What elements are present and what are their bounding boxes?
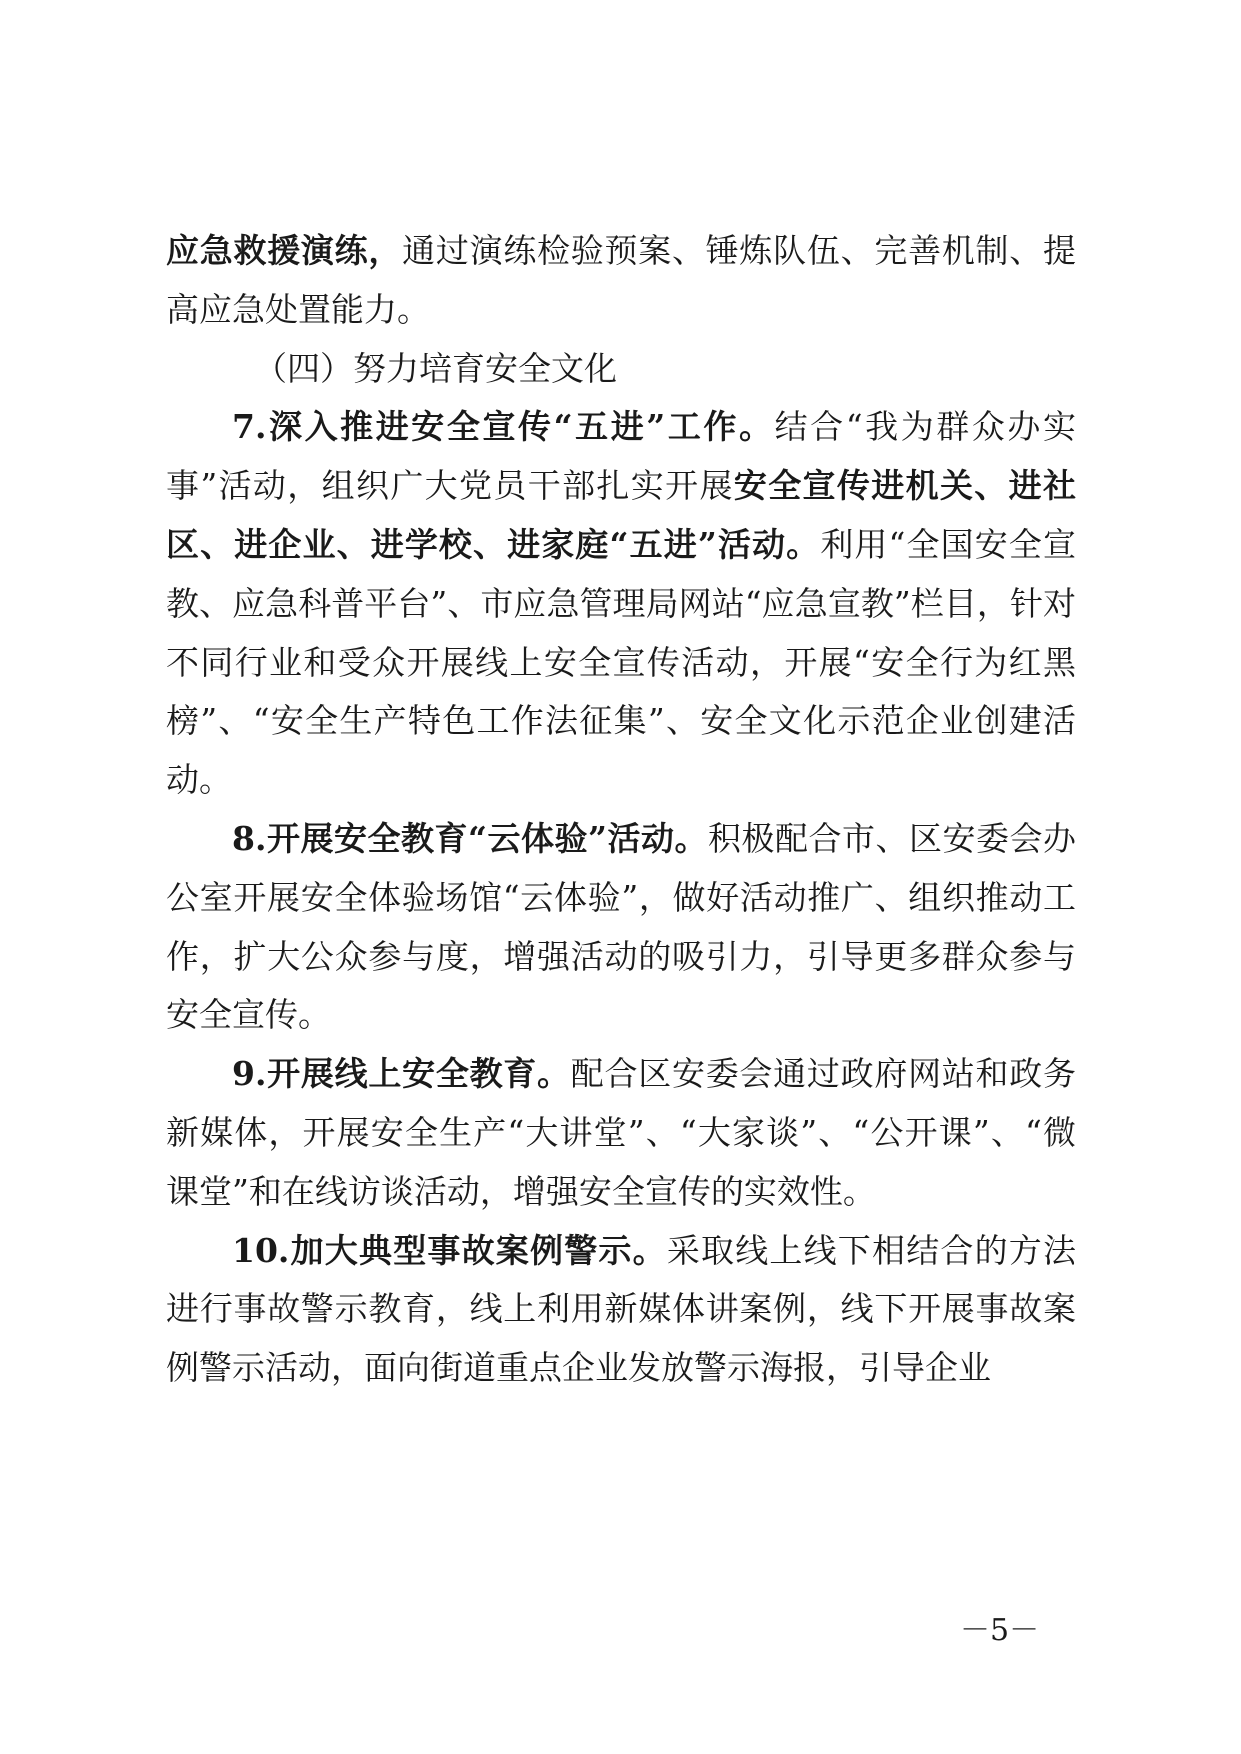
text-run: 积极配合市、区安委会办公室开展安全体验场馆“云体验”，做好活动推广、组织推动工作，扩大公众参与度，增强活动的吸引力，引导更多群众参与安全宣传。 (166, 818, 1077, 1035)
paragraph-item-9 (166, 1045, 1076, 1221)
bold-run: 安全宣传进机关、进社区、进企业、进学校、进家庭“五进”活动。 (166, 466, 1077, 564)
text-run: 结合“我为群众办实事”活动，组织广大党员干部扎实开展 (166, 407, 1077, 506)
item-heading: 9.开展线上安全教育。 (232, 1054, 571, 1094)
document-body (166, 222, 1076, 1398)
item-heading: 10.加大典型事故案例警示。 (232, 1230, 667, 1270)
bold-run: 应急救援演练， (166, 231, 403, 270)
text-run: 利用“全国安全宣教、应急科普平台”、市应急管理局网站“应急宣教”栏目，针对不同行业和受众开展线上安全宣传活动，开展“安全行为红黑榜”、“安全生产特色工作法征集”、安全文化示范企业创建活动。 (166, 524, 1077, 800)
paragraph-item-10 (166, 1222, 1076, 1398)
text-run: 采取线上线下相结合的方法进行事故警示教育，线上利用新媒体讲案例，线下开展事故案例警示活动，面向街道重点企业发放警示海报，引导企业 (166, 1230, 1077, 1388)
text-run: 通过演练检验预案、锤炼队伍、完善机制、提高应急处置能力。 (166, 231, 1077, 329)
paragraph-item-8 (166, 810, 1076, 1045)
text-run: 配合区安委会通过政府网站和政务新媒体，开展安全生产“大讲堂”、“大家谈”、“公开课”、“微课堂”和在线访谈活动，增强安全宣传的实效性。 (166, 1054, 1077, 1211)
paragraph-item-7 (166, 398, 1076, 810)
paragraph-drill-continuation (166, 222, 1076, 340)
item-heading: 8.开展安全教育“云体验”活动。 (232, 818, 708, 858)
heading-text: （四）努力培育安全文化 (254, 348, 617, 388)
page-number: －5－ (960, 1613, 1040, 1648)
item-heading: 7.深入推进安全宣传“五进”工作。 (232, 407, 775, 447)
section-heading-safety-culture (166, 340, 1076, 399)
